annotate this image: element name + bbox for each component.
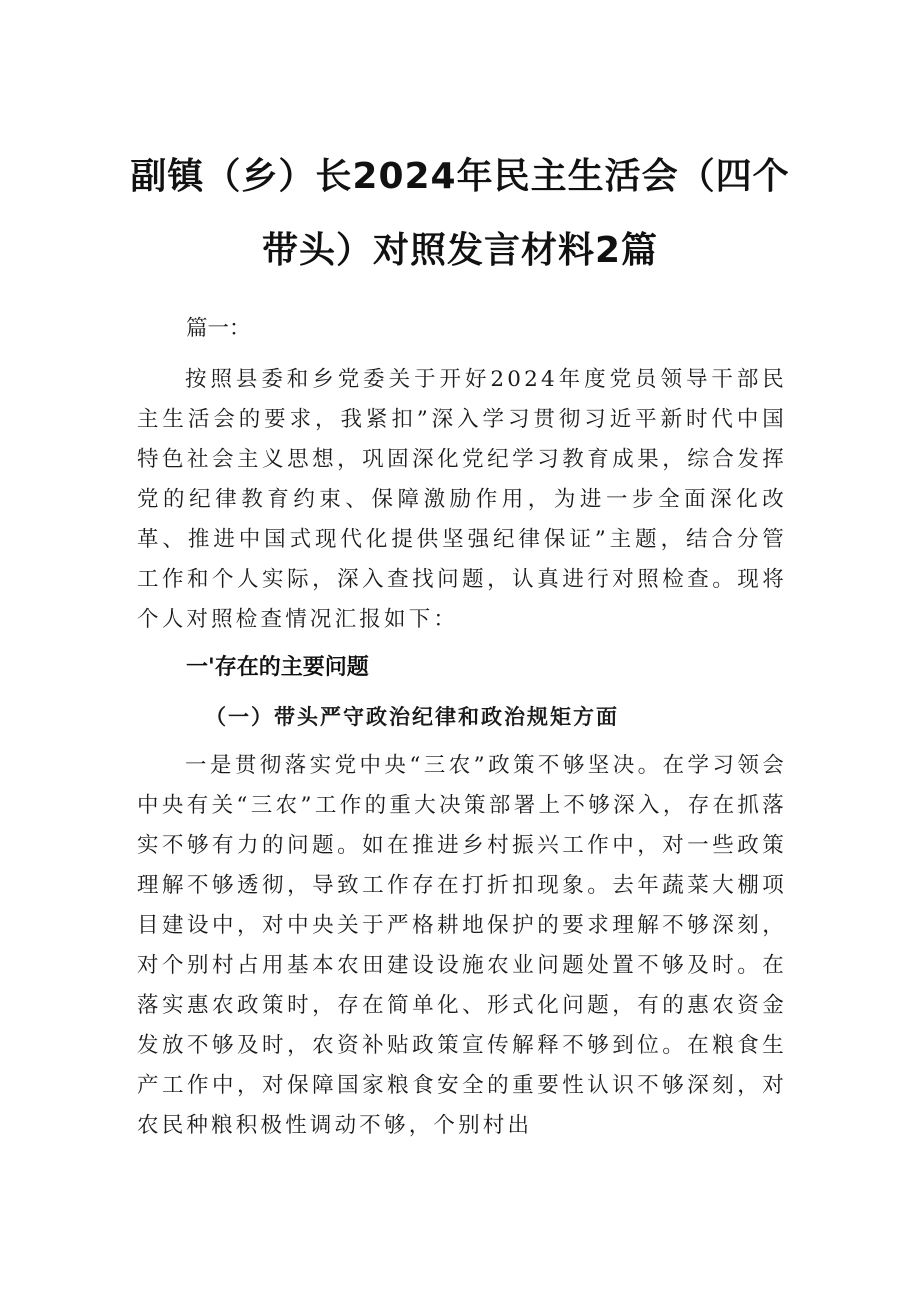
intro-paragraph: 按照县委和乡党委关于开好2024年度党员领导干部民主生活会的要求，我紧扣”深入学习贯彻习近平新时代中国特色社会主义思想，巩固深化党纪学习教育成果，综合发挥党的纪律教育约束、保障激励作用，为进一步全面深化改革、推进中国式现代化提供坚强纪律保证”主题，结合分管工作和个人实际，深入查找问题，认真进行对照检查。现将个人对照检查情况汇报如下： bbox=[137, 367, 787, 632]
body-paragraph: 一是贯彻落实党中央“三农”政策不够坚决。在学习领会中央有关“三农”工作的重大决策部署上不够深入，存在抓落实不够有力的问题。如在推进乡村振兴工作中，对一些政策理解不够透彻，导致工作存在打折扣现象。去年蔬菜大棚项目建设中，对中央关于严格耕地保护的要求理解不够深刻，对个别村占用基本农田建设设施农业问题处置不够及时。在落实惠农政策时，存在简单化、形式化问题，有的惠农资金发放不够及时，农资补贴政策宣传解释不够到位。在粮食生产工作中，对保障国家粮食安全的重要性认识不够深刻，对农民种粮积极性调动不够，个别村出 bbox=[137, 753, 787, 1138]
part-label: 篇一： bbox=[186, 316, 251, 341]
section-heading: 一'存在的主要问题 bbox=[186, 655, 369, 680]
document-title: 副镇（乡）长2024年民主生活会（四个带头）对照发言材料2篇 bbox=[130, 156, 790, 271]
sub-heading: （一）带头严守政治纪律和政治规矩方面 bbox=[205, 704, 619, 729]
